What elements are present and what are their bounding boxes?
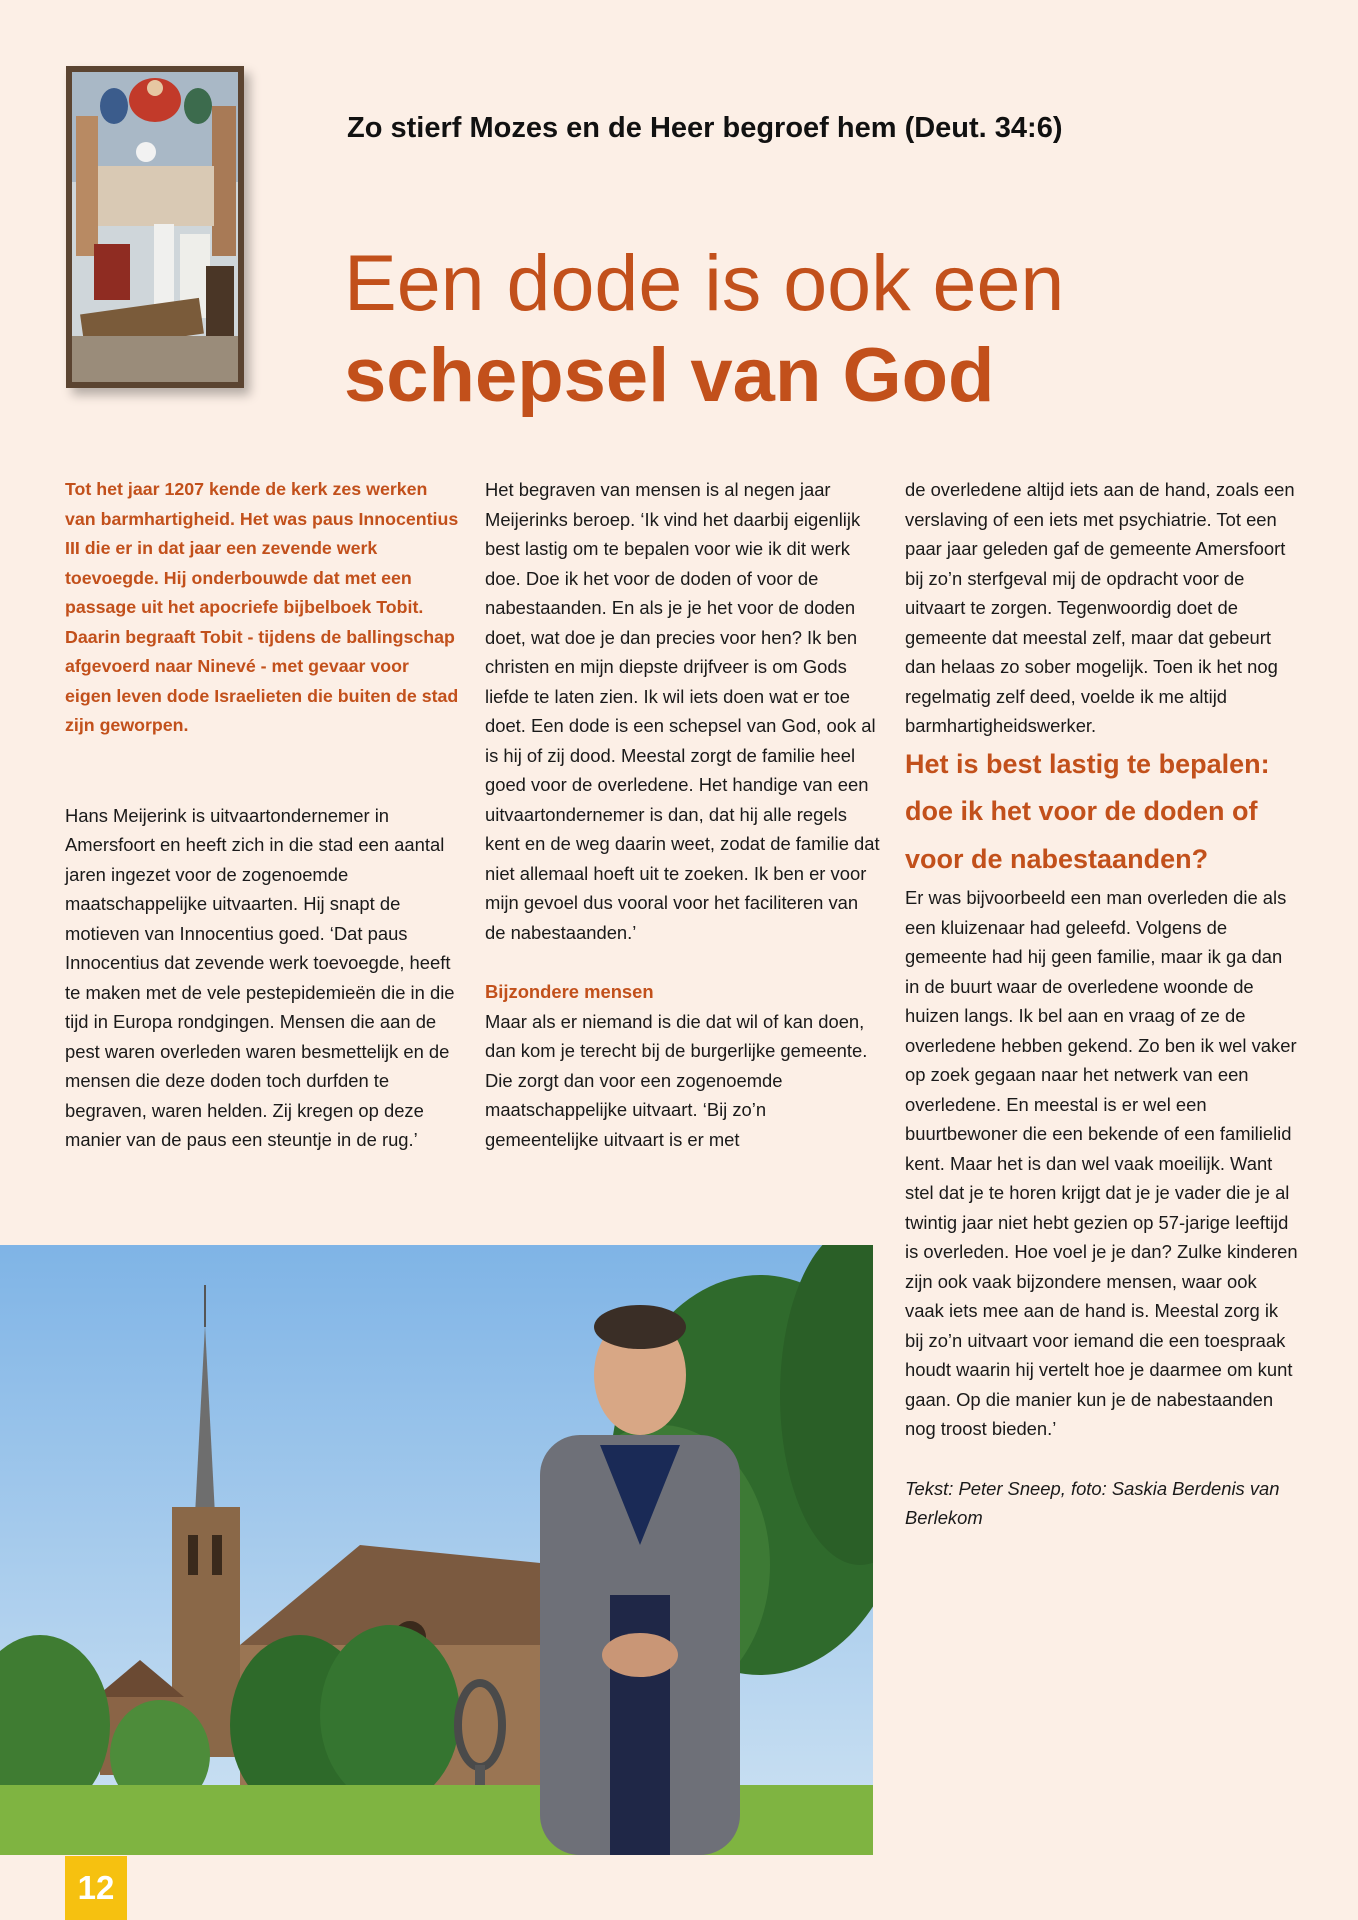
column-1 <box>65 475 460 1155</box>
portrait-photo <box>0 1245 873 1855</box>
body-paragraph: Maar als er niemand is die dat wil of kan doen, dan kom je terecht bij de burgerlijke gemeente. Die zorgt dan voor een zogenoemde maatschappelijke uitvaart. ‘Bij zo’n gemeentelijke uitvaart is er met <box>485 1010 868 1150</box>
column-3 <box>905 475 1300 1533</box>
title-line-2: schepsel van God <box>344 333 995 418</box>
column-2 <box>485 475 880 1154</box>
photo-credit: Tekst: Peter Sneep, foto: Saskia Berdenis van Berlekom <box>905 1477 1280 1528</box>
article-title <box>344 238 1064 424</box>
page-number-badge: 12 <box>65 1856 127 1920</box>
section-subheading: Bijzondere mensen <box>485 981 654 1002</box>
pull-quote: Het is best lastig te bepalen: doe ik het voor de doden of voor de nabestaanden? <box>905 748 1270 874</box>
burial-painting-image <box>66 66 244 388</box>
body-paragraph: Het begraven van mensen is al negen jaar Meijerinks beroep. ‘Ik vind het daarbij eigenlijk best lastig om te bepalen voor wie ik dit werk doe. Doe ik het voor de doden of voor de nabestaanden. En als je je het voor de doden doet, wat doe je dan precies voor hen? Ik ben christen en mijn diepste drijfveer is om Gods liefde te laten zien. Ik wil iets doen wat er toe doet. Een dode is een schepsel van God, ook al is hij of zij dood. Meestal zorgt de familie heel goed voor de overledene. Het handige van een uitvaartondernemer is dan, dat hij alle regels kent en de weg daarin weet, zodat de familie dat niet allemaal hoeft uit te zoeken. Ik ben er voor mijn gevoel dus vooral voor het faciliteren van de nabestaanden.’ <box>485 479 880 943</box>
article-kicker: Zo stierf Mozes en de Heer begroef hem (Deut. 34:6) <box>347 112 1063 144</box>
body-paragraph: Hans Meijerink is uitvaartondernemer in Amersfoort en heeft zich in die stad een aantal jaren ingezet voor de zogenoemde maatschappelijke uitvaarten. Hij snapt de motieven van Innocentius goed. ‘Dat paus Innocentius dat zevende werk toevoegde, heeft te maken met de vele pestepidemieën die in die tijd in Europa rondgingen. Mensen die aan de pest waren overleden waren besmettelijk en de mensen die deze doden toch durfden te begraven, waren helden. Zij kregen op deze manier van de paus een steuntje in de rug.’ <box>65 804 455 1150</box>
intro-paragraph: Tot het jaar 1207 kende de kerk zes werken van barmhartigheid. Het was paus Innocentius III die er in dat jaar een zevende werk toevoegde. Hij onderbouwde dat met een passage uit het apocriefe bijbelboek Tobit. Daarin begraaft Tobit - tijdens de ballingschap afgevoerd naar Ninevé - met gevaar voor eigen leven dode Israelieten die buiten de stad zijn geworpen. <box>65 479 459 735</box>
body-paragraph: de overledene altijd iets aan de hand, zoals een verslaving of een iets met psychiatrie. Tot een paar jaar geleden gaf de gemeente Amersfoort bij zo’n sterfgeval mij de opdracht voor de uitvaart te zorgen. Tegenwoordig doet de gemeente dat meestal zelf, maar dat gebeurt dan helaas zo sober mogelijk. Toen ik het nog regelmatig zelf deed, voelde ik me altijd barmhartigheidswerker. <box>905 479 1295 736</box>
body-paragraph: Er was bijvoorbeeld een man overleden die als een kluizenaar had geleefd. Volgens de gemeente had hij geen familie, maar ik ga dan in de buurt waar de overledene woonde de huizen langs. Ik bel aan en vraag of ze de overledene hebben gekend. Zo ben ik wel vaker op zoek gegaan naar het netwerk van een overledene. En meestal is er wel een buurtbewoner die een bekende of een familielid kent. Maar het is dan wel vaak moeilijk. Want stel dat je te horen krijgt dat je je vader die je al twintig jaar niet hebt gezien op 57-jarige leeftijd is overleden. Hoe voel je je dan? Zulke kinderen zijn ook vaak bijzondere mensen, waar ook vaak iets mee aan de hand is. Meestal zorg ik bij zo’n uitvaart voor iemand die een toespraak houdt waarin hij vertelt hoe je daarmee om kunt gaan. Op die manier kun je de nabestaanden nog troost bieden.’ <box>905 887 1298 1439</box>
title-line-1: Een dode is ook een <box>344 238 1065 327</box>
